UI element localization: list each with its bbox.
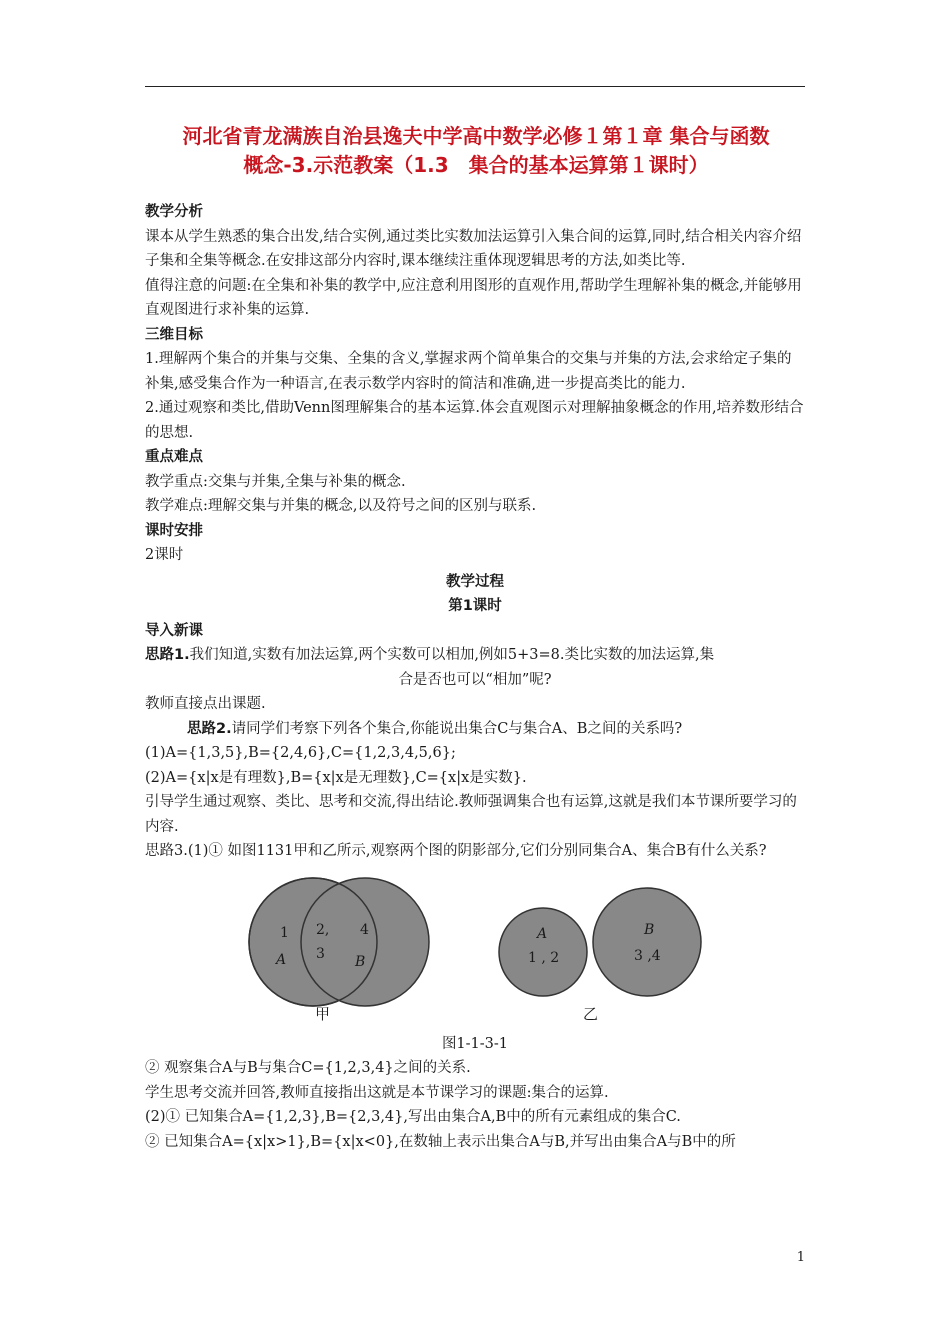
document-body [145,200,805,1154]
answer: 学生思考交流并回答,教师直接指出这就是本节课学习的课题:集合的运算. [145,1084,609,1101]
venn-yi-b-label: B [644,921,655,938]
teacher-note: 教师直接点出课题. [145,696,266,712]
venn-jia-both-bottom: 3 [316,945,325,962]
key-heading: 重点难点 [145,449,203,465]
question-2-2: ② 已知集合A={x|x>1},B={x|x<0},在数轴上表示出集合A与B,并写出由集合A与B中的所 [145,1133,736,1150]
venn-yi-circle-b [593,888,701,996]
venn-jia-a-label: A [276,951,287,968]
difficulty: 教学难点:理解交集与并集的概念,以及符号之间的区别与联系. [145,498,537,514]
idea-1 [145,643,805,668]
goals-heading: 三维目标 [145,326,203,343]
idea-2-text: 请同学们考察下列各个集合,你能说出集合C与集合A、B之间的关系吗? [231,720,683,737]
venn-svg [145,872,805,1032]
venn-yi-b-elements: 3 ,4 [634,947,661,964]
intro-heading: 导入新课 [145,622,203,639]
idea-1-lead: 思路1. [145,647,190,663]
idea-2-lead: 思路2. [187,720,232,737]
idea-3: 思路3.(1)① 如图1131甲和乙所示,观察两个图的阴影部分,它们分别同集合A、集合B有什么关系? [145,843,767,859]
schedule: 2课时 [145,547,184,563]
key-point: 教学重点:交集与并集,全集与补集的概念. [145,473,406,490]
observe-2: ② 观察集合A与B与集合C={1,2,3,4}之间的关系. [145,1060,471,1076]
idea-2-item-1: (1)A={1,3,5},B={2,4,6},C={1,2,3,4,5,6}; [145,745,456,761]
venn-yi-a-elements: 1 , 2 [528,949,560,966]
venn-jia-b-label: B [355,953,366,970]
idea-1-continued: 合是否也可以“相加”呢? [398,671,552,688]
schedule-heading: 课时安排 [145,522,203,539]
idea-1-text: 我们知道,实数有加法运算,两个实数可以相加,例如5+3=8.类比实数的加法运算,集 [189,647,715,663]
venn-jia-caption: 甲 [315,1004,331,1023]
header-rule [145,86,805,87]
question-2-1: (2)① 已知集合A={1,2,3},B={2,3,4},写出由集合A,B中的所有元素组成的集合C. [145,1109,681,1125]
goal-1: 1.理解两个集合的并集与交集、全集的含义,掌握求两个简单集合的交集与并集的方法,会求给定子集的补集,感受集合作为一种语言,在表示数学内容时的简洁和准确,进一步提高类比的能力. [145,351,792,392]
title-line-1: 河北省青龙满族自治县逸夫中学高中数学必修１第１章 集合与函数 [182,124,770,148]
lesson-heading: 第1课时 [448,598,502,614]
venn-yi-caption: 乙 [583,1004,599,1023]
venn-jia-circle-b [301,878,429,1006]
analysis-heading: 教学分析 [145,204,203,220]
document-title [140,122,812,180]
goal-2: 2.通过观察和类比,借助Venn图理解集合的基本运算.体会直观图示对理解抽象概念的作用,培养数形结合的思想. [145,400,804,441]
venn-yi-a-label: A [537,925,548,942]
idea-2 [145,717,805,742]
page-number: 1 [796,1250,805,1265]
title-line-2: 概念-3.示范教案（1.3 集合的基本运算第１课时） [243,153,709,177]
process-heading: 教学过程 [446,573,504,590]
analysis-paragraph-1: 课本从学生熟悉的集合出发,结合实例,通过类比实数加法运算引入集合间的运算,同时,结合相关内容介绍子集和全集等概念.在安排这部分内容时,课本继续注重体现逻辑思考的方法,如类比等. [145,228,802,269]
figure-caption: 图1-1-3-1 [441,1035,509,1052]
analysis-paragraph-2: 值得注意的问题:在全集和补集的教学中,应注意利用图形的直观作用,帮助学生理解补集的概念,并能够用直观图进行求补集的运算. [145,277,802,318]
venn-jia-a-only: 1 [280,924,289,941]
idea-2-item-2: (2)A={x|x是有理数},B={x|x是无理数},C={x|x是实数}. [145,769,527,786]
venn-jia-b-only: 4 [360,921,369,938]
venn-jia-both-top: 2, [316,921,330,938]
venn-figure [145,872,805,1032]
guide: 引导学生通过观察、类比、思考和交流,得出结论.教师强调集合也有运算,这就是我们本节课所要学习的内容. [145,794,797,835]
